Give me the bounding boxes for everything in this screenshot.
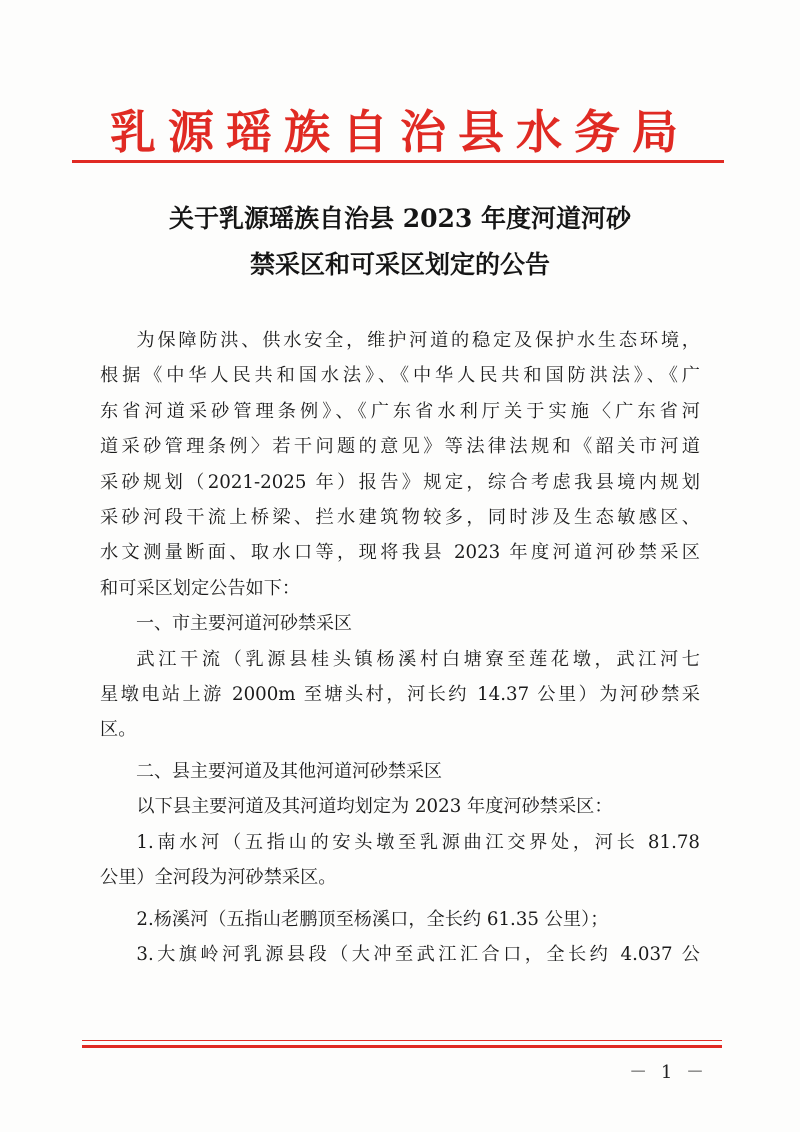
intro-line: 水文测量断面、取水口等，现将我县 2023 年度河道河砂禁采区 xyxy=(100,542,700,564)
section-2-item-1 xyxy=(100,825,700,896)
intro-line: 采砂河段干流上桥梁、拦水建筑物较多，同时涉及生态敏感区、 xyxy=(100,507,700,529)
section-1-line: 星墩电站上游 2000m 至塘头村，河长约 14.37 公里）为河砂禁采 xyxy=(100,684,700,706)
document-title-line-1: 关于乳源瑶族自治县 2023 年度河道河砂 xyxy=(169,204,631,233)
intro-line: 为保障防洪、供水安全，维护河道的稳定及保护水生态环境， xyxy=(136,330,700,351)
footer-red-divider-thick xyxy=(82,1045,722,1048)
page-number: － 1 － xyxy=(629,1062,708,1083)
document-title-line-2: 禁采区和可采区划定的公告 xyxy=(249,250,550,279)
intro-line: 采砂规划（2021-2025 年）报告》规定，综合考虑我县境内规划 xyxy=(100,471,700,493)
item-2-line: 2.杨溪河（五指山老鹏顶至杨溪口，全长约 61.35 公里）； xyxy=(136,908,609,930)
issuing-organization-header: 乳源瑶族自治县水务局 xyxy=(110,105,690,159)
section-2-item-3 xyxy=(100,937,700,972)
intro-line: 道采砂管理条例〉若干问题的意见》等法律法规和《韶关市河道 xyxy=(100,436,700,458)
document-body xyxy=(100,323,700,972)
item-1-line: 1.南水河（五指山的安头墩至乳源曲江交界处，河长 81.78 xyxy=(136,831,700,853)
section-1-line: 武江干流（乳源县桂头镇杨溪村白塘寮至莲花墩，武江河七 xyxy=(136,648,700,670)
section-1-line: 区。 xyxy=(100,719,137,741)
intro-paragraph xyxy=(100,323,700,606)
intro-line: 东省河道采砂管理条例》、《广东省水利厅关于实施〈广东省河 xyxy=(100,400,700,422)
item-1-line: 公里）全河段为河砂禁采区。 xyxy=(100,867,337,889)
section-2-item-2 xyxy=(100,902,700,937)
section-2-intro-line: 以下县主要河道及其河道均划定为 2023 年度河砂禁采区： xyxy=(136,796,613,818)
section-1-paragraph xyxy=(100,642,700,748)
section-1-heading: 一、市主要河道河砂禁采区 xyxy=(136,613,352,635)
footer-red-divider-thin xyxy=(82,1040,722,1041)
intro-line: 和可采区划定公告如下： xyxy=(100,577,301,599)
item-3-line: 3.大旗岭河乳源县段（大冲至武江汇合口，全长约 4.037 公 xyxy=(136,943,700,965)
intro-line: 根据《中华人民共和国水法》、《中华人民共和国防洪法》、《广 xyxy=(100,365,700,387)
section-2-heading: 二、县主要河道及其他河道河砂禁采区 xyxy=(136,760,442,782)
document-title xyxy=(60,196,740,288)
section-2-intro xyxy=(100,789,700,824)
header-red-divider xyxy=(72,160,724,163)
